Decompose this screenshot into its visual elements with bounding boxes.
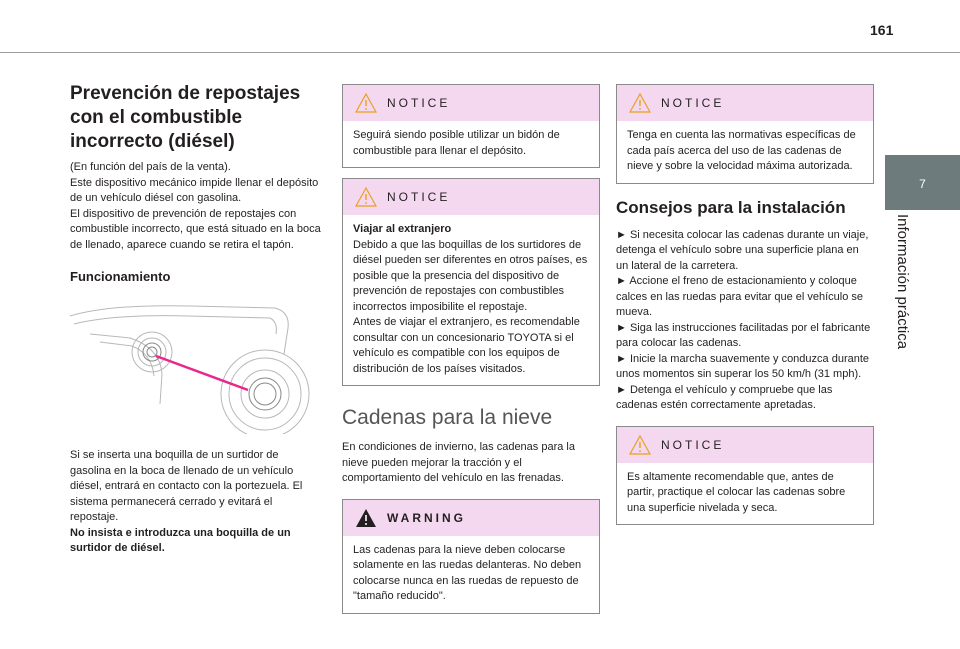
header-divider xyxy=(0,52,960,53)
notice-header xyxy=(343,179,599,215)
column-left xyxy=(70,82,322,557)
instruction-step: ► Si necesita colocar las cadenas durante un viaje, detenga el vehículo sobre una superficie plana en un lateral de la carretera. xyxy=(616,228,869,272)
warning-triangle-icon xyxy=(355,187,377,207)
warning-triangle-icon xyxy=(629,93,651,113)
instruction-step: ► Siga las instrucciones facilitadas por el fabricante para colocar las cadenas. xyxy=(616,321,871,349)
page-number: 161 xyxy=(870,22,894,38)
warning-text: Las cadenas para la nieve deben colocarse solamente en las ruedas delanteras. No deben colocarse nunca en las ruedas de repuesto de "tamaño reducido". xyxy=(353,543,582,602)
warning-triangle-icon xyxy=(629,435,651,455)
instruction-step: ► Inicie la marcha suavemente y conduzca durante unos momentos sin superar los 50 km/h (31 mph). xyxy=(616,352,870,380)
notice-heading: Viajar al extranjero xyxy=(353,223,452,235)
notice-label: NOTICE xyxy=(661,437,725,452)
notice-text-2: Antes de viajar el extranjero, es recomendable consultar con un concesionario TOYOTA si el vehículo es compatible con los equipos de distribución de los países visitados. xyxy=(353,316,580,375)
fuel-filler-diagram-icon xyxy=(70,294,320,434)
chapter-side-title xyxy=(894,214,914,414)
notice-box xyxy=(342,84,600,168)
warning-box xyxy=(342,499,600,614)
intro-line-1: (En función del país de la venta). xyxy=(70,161,231,173)
notice-header xyxy=(617,85,873,121)
notice-label: NOTICE xyxy=(387,190,451,204)
notice-label: NOTICE xyxy=(661,96,725,110)
chapter-title-text: Información práctica xyxy=(894,214,911,350)
section-title-chains: Cadenas para la nieve xyxy=(342,406,553,429)
section-title-installation: Consejos para la instalación xyxy=(616,197,846,217)
intro-line-2: Este dispositivo mecánico impide llenar el depósito de un vehículo diésel con gasolina. xyxy=(70,176,319,204)
fuel-filler-illustration xyxy=(70,294,320,434)
notice-text: Tenga en cuenta las normativas específicas de cada país acerca del uso de las cadenas de nieve y sobre la velocidad máxima autorizada. xyxy=(627,129,856,172)
chapter-number: 7 xyxy=(919,177,926,191)
notice-box-practice xyxy=(616,426,874,526)
chapter-tab[interactable] xyxy=(885,155,960,210)
warning-triangle-icon xyxy=(355,93,377,113)
instruction-step: ► Detenga el vehículo y compruebe que las cadenas estén correctamente apretadas. xyxy=(616,383,833,411)
operation-bold-text: No insista e introduzca una boquilla de un surtidor de diésel. xyxy=(70,526,291,554)
warning-header xyxy=(343,500,599,536)
column-right xyxy=(616,84,874,535)
warning-filled-triangle-icon xyxy=(355,508,377,528)
notice-text-1: Debido a que las boquillas de los surtidores de diésel pueden ser diferentes en otros países, es posible que la presencia del dispositivo de prevención de repostajes con combustibles incorrectos imposibilite el repostaje. xyxy=(353,238,588,313)
operation-text: Si se inserta una boquilla de un surtidor de gasolina en la boca de llenado de un vehículo diésel, entrará en contacto con la portezuela. El sistema permanecerá cerrado y evitará el repostaje. xyxy=(70,449,303,523)
notice-box-travel xyxy=(342,178,600,386)
notice-label: NOTICE xyxy=(387,96,451,110)
notice-text: Es altamente recomendable que, antes de partir, practique el colocar las cadenas sobre una superficie nivelada y seca. xyxy=(627,470,846,514)
intro-line-3: El dispositivo de prevención de repostajes con combustible incorrecto, que está situado en la boca de llenado, aparece cuando se retira el tapón. xyxy=(70,207,321,251)
section-title-misfuel: Prevención de repostajes con el combustible incorrecto (diésel) xyxy=(70,83,301,152)
notice-box-regulations xyxy=(616,84,874,184)
instruction-step: ► Accione el freno de estacionamiento y coloque calces en las ruedas para evitar que el vehículo se mueva. xyxy=(616,275,864,318)
column-middle xyxy=(342,84,600,624)
notice-header xyxy=(343,85,599,121)
chains-intro-text: En condiciones de invierno, las cadenas para la nieve pueden mejorar la tracción y el comportamiento del vehículo en las frenadas. xyxy=(342,441,575,484)
subheading-funcionamiento: Funcionamiento xyxy=(70,269,171,284)
notice-text: Seguirá siendo posible utilizar un bidón de combustible para llenar el depósito. xyxy=(353,129,560,157)
notice-header xyxy=(617,427,873,463)
warning-label: WARNING xyxy=(387,510,466,525)
